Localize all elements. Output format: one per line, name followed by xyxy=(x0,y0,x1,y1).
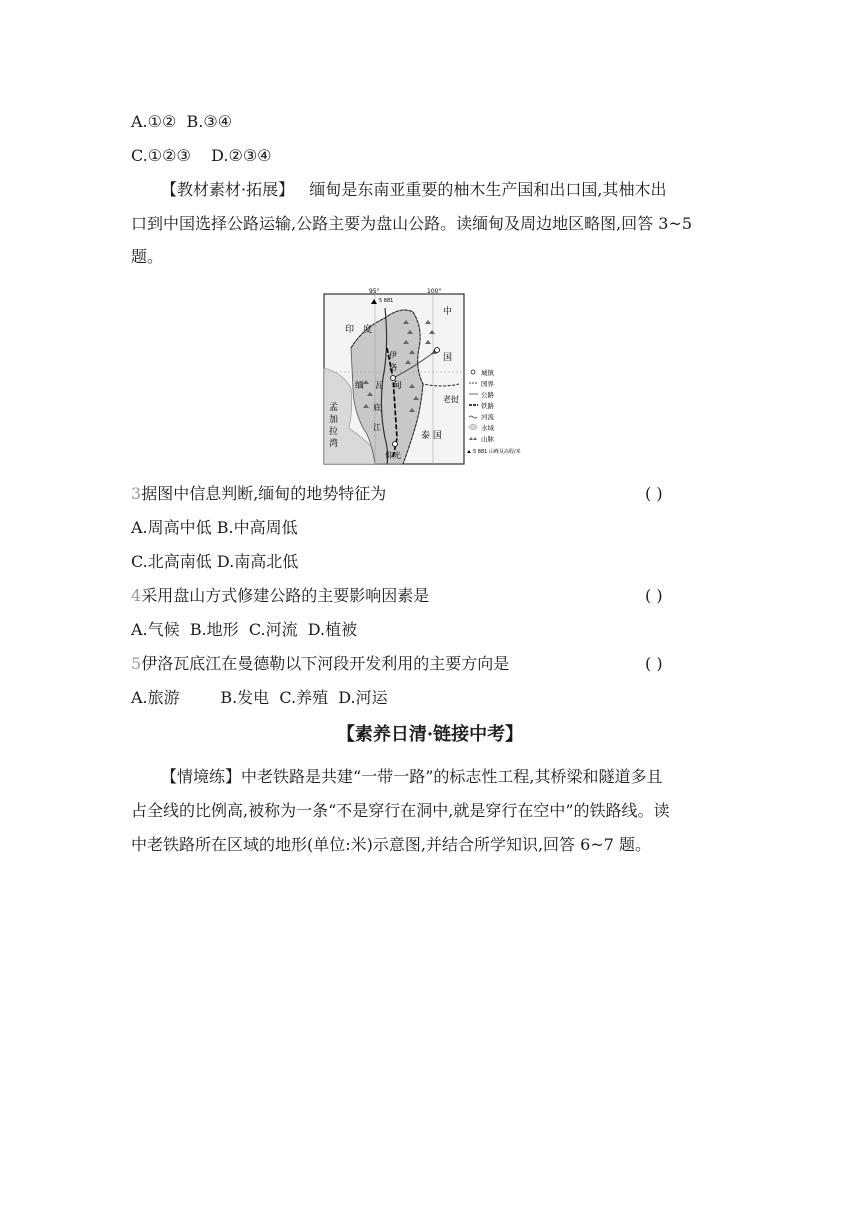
section-heading: 【素养日清·链接中考】 xyxy=(336,724,524,745)
lon-label-100: 100° xyxy=(427,288,442,295)
river-label-2: 洛 xyxy=(389,363,397,372)
label-bay-4: 湾 xyxy=(329,439,339,449)
lon-label-95: 95° xyxy=(369,288,380,295)
legend-label-river: 河流 xyxy=(481,413,494,421)
question-5-answer-paren: ( ) xyxy=(645,654,663,673)
peak-triangle-icon xyxy=(467,450,471,453)
question-4-text: 采用盘山方式修建公路的主要影响因素是 xyxy=(141,586,430,605)
passage-1-text: 缅甸是东南亚重要的柚木生产国和出口国,其柚木出 xyxy=(309,180,667,199)
passage-1-tag: 【教材素材·拓展】 xyxy=(161,180,295,199)
myanmar-map-svg xyxy=(323,288,541,466)
label-bay-1: 孟 xyxy=(329,403,339,413)
label-myanmar-1: 缅 xyxy=(355,381,365,391)
question-5-options-row-1: A.旅游 B.发电 C.养殖 D.河运 xyxy=(131,688,388,707)
question-5-number: 5 xyxy=(131,654,142,673)
label-myanmar-2: 甸 xyxy=(393,381,403,391)
legend-label-water: 水域 xyxy=(481,424,494,432)
passage-1-line-1 xyxy=(161,179,666,201)
town-mandalay-marker xyxy=(391,376,396,381)
label-thailand: 泰 国 xyxy=(421,431,442,441)
river-label-1: 伊 xyxy=(389,351,397,360)
passage-2-text: 中老铁路是共建“一带一路”的标志性工程,其桥梁和隧道多且 xyxy=(241,767,663,786)
label-china-1: 中 xyxy=(443,307,453,317)
legend-label-border: 国界 xyxy=(481,380,494,388)
passage-2-line-3: 中老铁路所在区域的地形(单位:米)示意图,并结合所学知识,回答 6~7 题。 xyxy=(131,835,651,854)
mountain-icon xyxy=(469,437,477,440)
question-3-options-row-1: A.周高中低 B.中高周低 xyxy=(131,518,298,537)
river-line-icon xyxy=(469,416,477,418)
question-4-number: 4 xyxy=(131,586,142,605)
legend-label-mountain: 山脉 xyxy=(481,435,494,443)
river-label-5: 江 xyxy=(373,423,381,432)
q2-options-row-2: C.①②③ D.②③④ xyxy=(131,146,272,165)
question-5-text: 伊洛瓦底江在曼德勒以下河段开发利用的主要方向是 xyxy=(141,654,510,673)
question-4-answer-paren: ( ) xyxy=(645,586,663,605)
passage-1-line-3: 题。 xyxy=(131,247,164,266)
passage-2-tag: 【情境练】 xyxy=(161,767,242,786)
myanmar-map-figure xyxy=(323,288,541,466)
label-china-2: 国 xyxy=(443,353,453,363)
question-4-options-row-1: A.气候 B.地形 C.河流 D.植被 xyxy=(131,620,358,639)
label-bay-3: 拉 xyxy=(329,427,339,437)
town-kunming-marker xyxy=(435,348,440,353)
question-3-number: 3 xyxy=(131,484,142,503)
label-india-1: 印 xyxy=(345,325,355,335)
legend-label-town: 城镇 xyxy=(481,369,494,377)
question-3-answer-paren: ( ) xyxy=(645,484,663,503)
legend-label-railway: 铁路 xyxy=(481,402,494,410)
passage-1-line-2: 口到中国选择公路运输,公路主要为盘山公路。读缅甸及周边地区略图,回答 3~5 xyxy=(131,214,693,233)
question-4-stem xyxy=(131,585,429,607)
town-circle-icon xyxy=(471,370,475,374)
question-3-stem xyxy=(131,483,386,505)
label-laos: 老挝 xyxy=(443,395,459,404)
q2-options-row-1: A.①② B.③④ xyxy=(131,112,233,131)
river-label-3: 瓦 xyxy=(375,381,383,390)
passage-2-line-1 xyxy=(161,766,662,788)
label-bay-2: 加 xyxy=(329,415,339,425)
question-3-text: 据图中信息判断,缅甸的地势特征为 xyxy=(141,484,387,503)
city-label-yangon: 仰光 xyxy=(385,451,401,460)
legend-label-peak: 5 881 山峰及高程/米 xyxy=(473,449,521,455)
town-yangon-marker xyxy=(393,442,398,447)
question-5-stem xyxy=(131,653,509,675)
river-label-4: 底 xyxy=(373,403,381,412)
map-legend xyxy=(467,368,521,455)
question-3-options-row-2: C.北高南低 D.南高北低 xyxy=(131,552,299,571)
passage-2-line-2: 占全线的比例高,被称为一条“不是穿行在洞中,就是穿行在空中”的铁路线。读 xyxy=(131,801,670,820)
label-india-2: 度 xyxy=(363,325,373,335)
legend-label-road: 公路 xyxy=(481,391,494,399)
water-area-icon xyxy=(469,425,477,430)
peak-value: 5 881 xyxy=(379,298,394,304)
